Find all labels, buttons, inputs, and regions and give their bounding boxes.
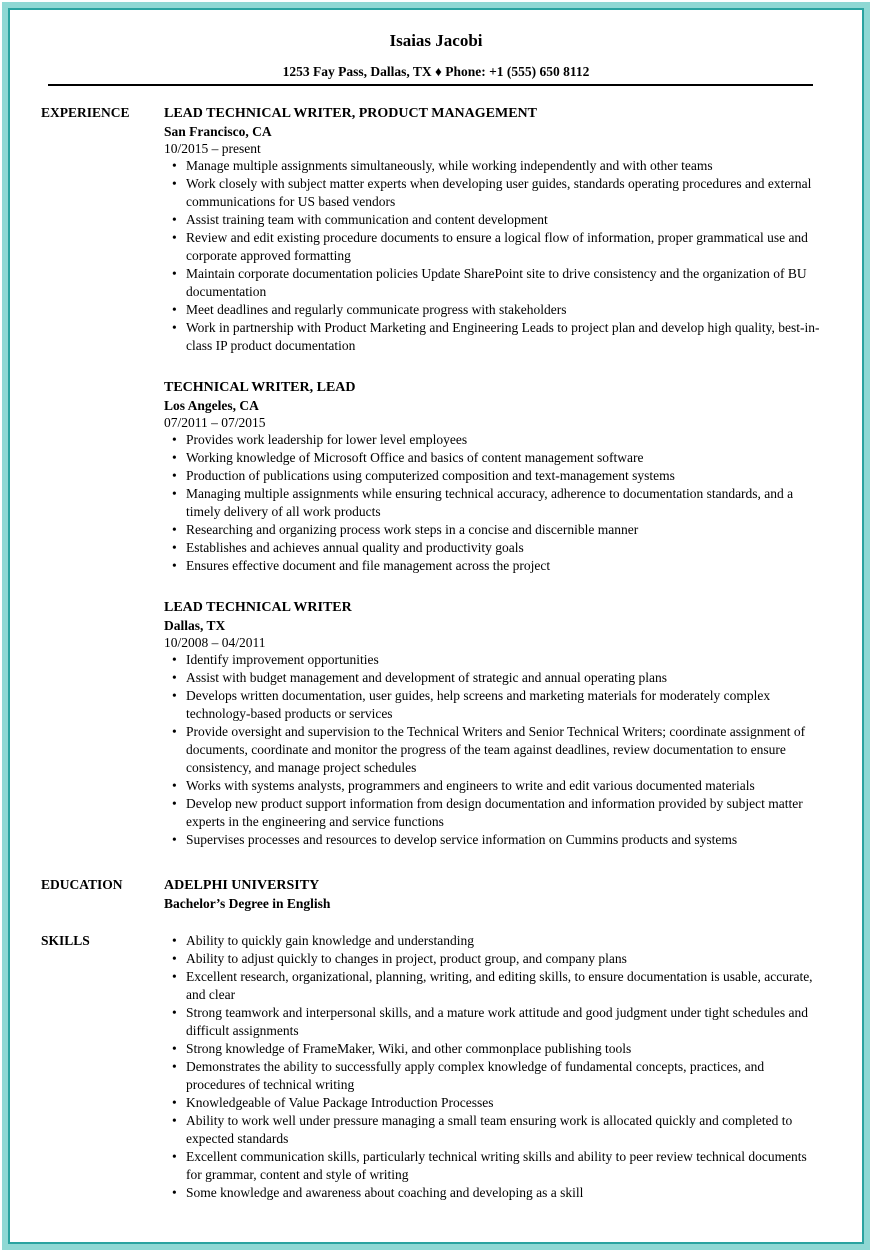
list-item: • Ability to work well under pressure managing a small team ensuring work is allocated quickly and completed to expected standards	[164, 1112, 824, 1148]
list-item: • Excellent communication skills, particularly technical writing skills and ability to peer review technical documents for grammar, content and style of writing	[164, 1148, 824, 1184]
job-title: LEAD TECHNICAL WRITER, PRODUCT MANAGEMENT	[164, 106, 537, 121]
job-entry	[164, 599, 824, 849]
list-item: • Provide oversight and supervision to the Technical Writers and Senior Technical Writers; coordinate assignment of documents, coordinate and monitor the progress of the team against deadlines, review documentation to ensure consistency, and manage project schedules	[164, 723, 824, 777]
list-item: • Meet deadlines and regularly communicate progress with stakeholders	[164, 301, 824, 319]
list-item: • Knowledgeable of Value Package Introduction Processes	[164, 1094, 824, 1112]
header-divider	[48, 84, 813, 86]
list-item: • Working knowledge of Microsoft Office and basics of content management software	[164, 449, 824, 467]
candidate-name: Isaias Jacobi	[389, 31, 483, 50]
education-entry	[164, 877, 824, 912]
skills-list	[164, 932, 824, 1202]
list-item: • Manage multiple assignments simultaneously, while working independently and with other teams	[164, 157, 824, 175]
section-label-experience: EXPERIENCE	[41, 105, 130, 120]
job-location: San Francisco, CA	[164, 124, 272, 139]
list-item: • Work in partnership with Product Marketing and Engineering Leads to project plan and develop high quality, best-in-class IP product documentation	[164, 319, 824, 355]
job-dates: 10/2008 – 04/2011	[164, 635, 266, 650]
list-item: • Provides work leadership for lower level employees	[164, 431, 824, 449]
section-label-skills: SKILLS	[41, 933, 90, 948]
job-location: Dallas, TX	[164, 618, 226, 633]
list-item: • Review and edit existing procedure documents to ensure a logical flow of information, proper grammatical use and corporate approved formatting	[164, 229, 824, 265]
list-item: • Develop new product support information from design documentation and information provided by subject matter experts in the engineering and service functions	[164, 795, 824, 831]
list-item: • Researching and organizing process work steps in a concise and discernible manner	[164, 521, 824, 539]
job-title: LEAD TECHNICAL WRITER	[164, 600, 352, 615]
list-item: • Ensures effective document and file management across the project	[164, 557, 824, 575]
list-item: • Establishes and achieves annual quality and productivity goals	[164, 539, 824, 557]
list-item: • Excellent research, organizational, planning, writing, and editing skills, to ensure documentation is usable, accurate, and clear	[164, 968, 824, 1004]
list-item: • Works with systems analysts, programmers and engineers to write and edit various documented materials	[164, 777, 824, 795]
job-location: Los Angeles, CA	[164, 398, 259, 413]
job-bullets	[164, 651, 824, 849]
list-item: • Some knowledge and awareness about coaching and developing as a skill	[164, 1184, 824, 1202]
list-item: • Identify improvement opportunities	[164, 651, 824, 669]
job-dates: 10/2015 – present	[164, 141, 261, 156]
degree: Bachelor’s Degree in English	[164, 896, 331, 911]
list-item: • Maintain corporate documentation policies Update SharePoint site to drive consistency and the organization of BU documentation	[164, 265, 824, 301]
contact-line: 1253 Fay Pass, Dallas, TX ♦ Phone: +1 (555) 650 8112	[282, 64, 590, 79]
skills-entry	[164, 932, 824, 1202]
list-item: • Ability to adjust quickly to changes in project, product group, and company plans	[164, 950, 824, 968]
list-item: • Assist with budget management and development of strategic and annual operating plans	[164, 669, 824, 687]
job-bullets	[164, 157, 824, 355]
job-title: TECHNICAL WRITER, LEAD	[164, 380, 356, 395]
list-item: • Strong teamwork and interpersonal skills, and a mature work attitude and good judgment under tight schedules and difficult assignments	[164, 1004, 824, 1040]
list-item: • Ability to quickly gain knowledge and understanding	[164, 932, 824, 950]
job-entry	[164, 379, 824, 575]
list-item: • Demonstrates the ability to successfully apply complex knowledge of fundamental concepts, practices, and procedures of technical writing	[164, 1058, 824, 1094]
list-item: • Supervises processes and resources to develop service information on Cummins products and systems	[164, 831, 824, 849]
list-item: • Work closely with subject matter experts when developing user guides, standards operating procedures and external communications for US based vendors	[164, 175, 824, 211]
job-dates: 07/2011 – 07/2015	[164, 415, 266, 430]
section-label-education: EDUCATION	[41, 877, 123, 892]
school-name: ADELPHI UNIVERSITY	[164, 878, 320, 893]
list-item: • Production of publications using computerized composition and text-management systems	[164, 467, 824, 485]
list-item: • Strong knowledge of FrameMaker, Wiki, and other commonplace publishing tools	[164, 1040, 824, 1058]
job-entry	[164, 105, 824, 355]
job-bullets	[164, 431, 824, 575]
list-item: • Managing multiple assignments while ensuring technical accuracy, adherence to documentation standards, and a timely delivery of all work products	[164, 485, 824, 521]
list-item: • Assist training team with communication and content development	[164, 211, 824, 229]
list-item: • Develops written documentation, user guides, help screens and marketing materials for moderately complex technology-based products or services	[164, 687, 824, 723]
